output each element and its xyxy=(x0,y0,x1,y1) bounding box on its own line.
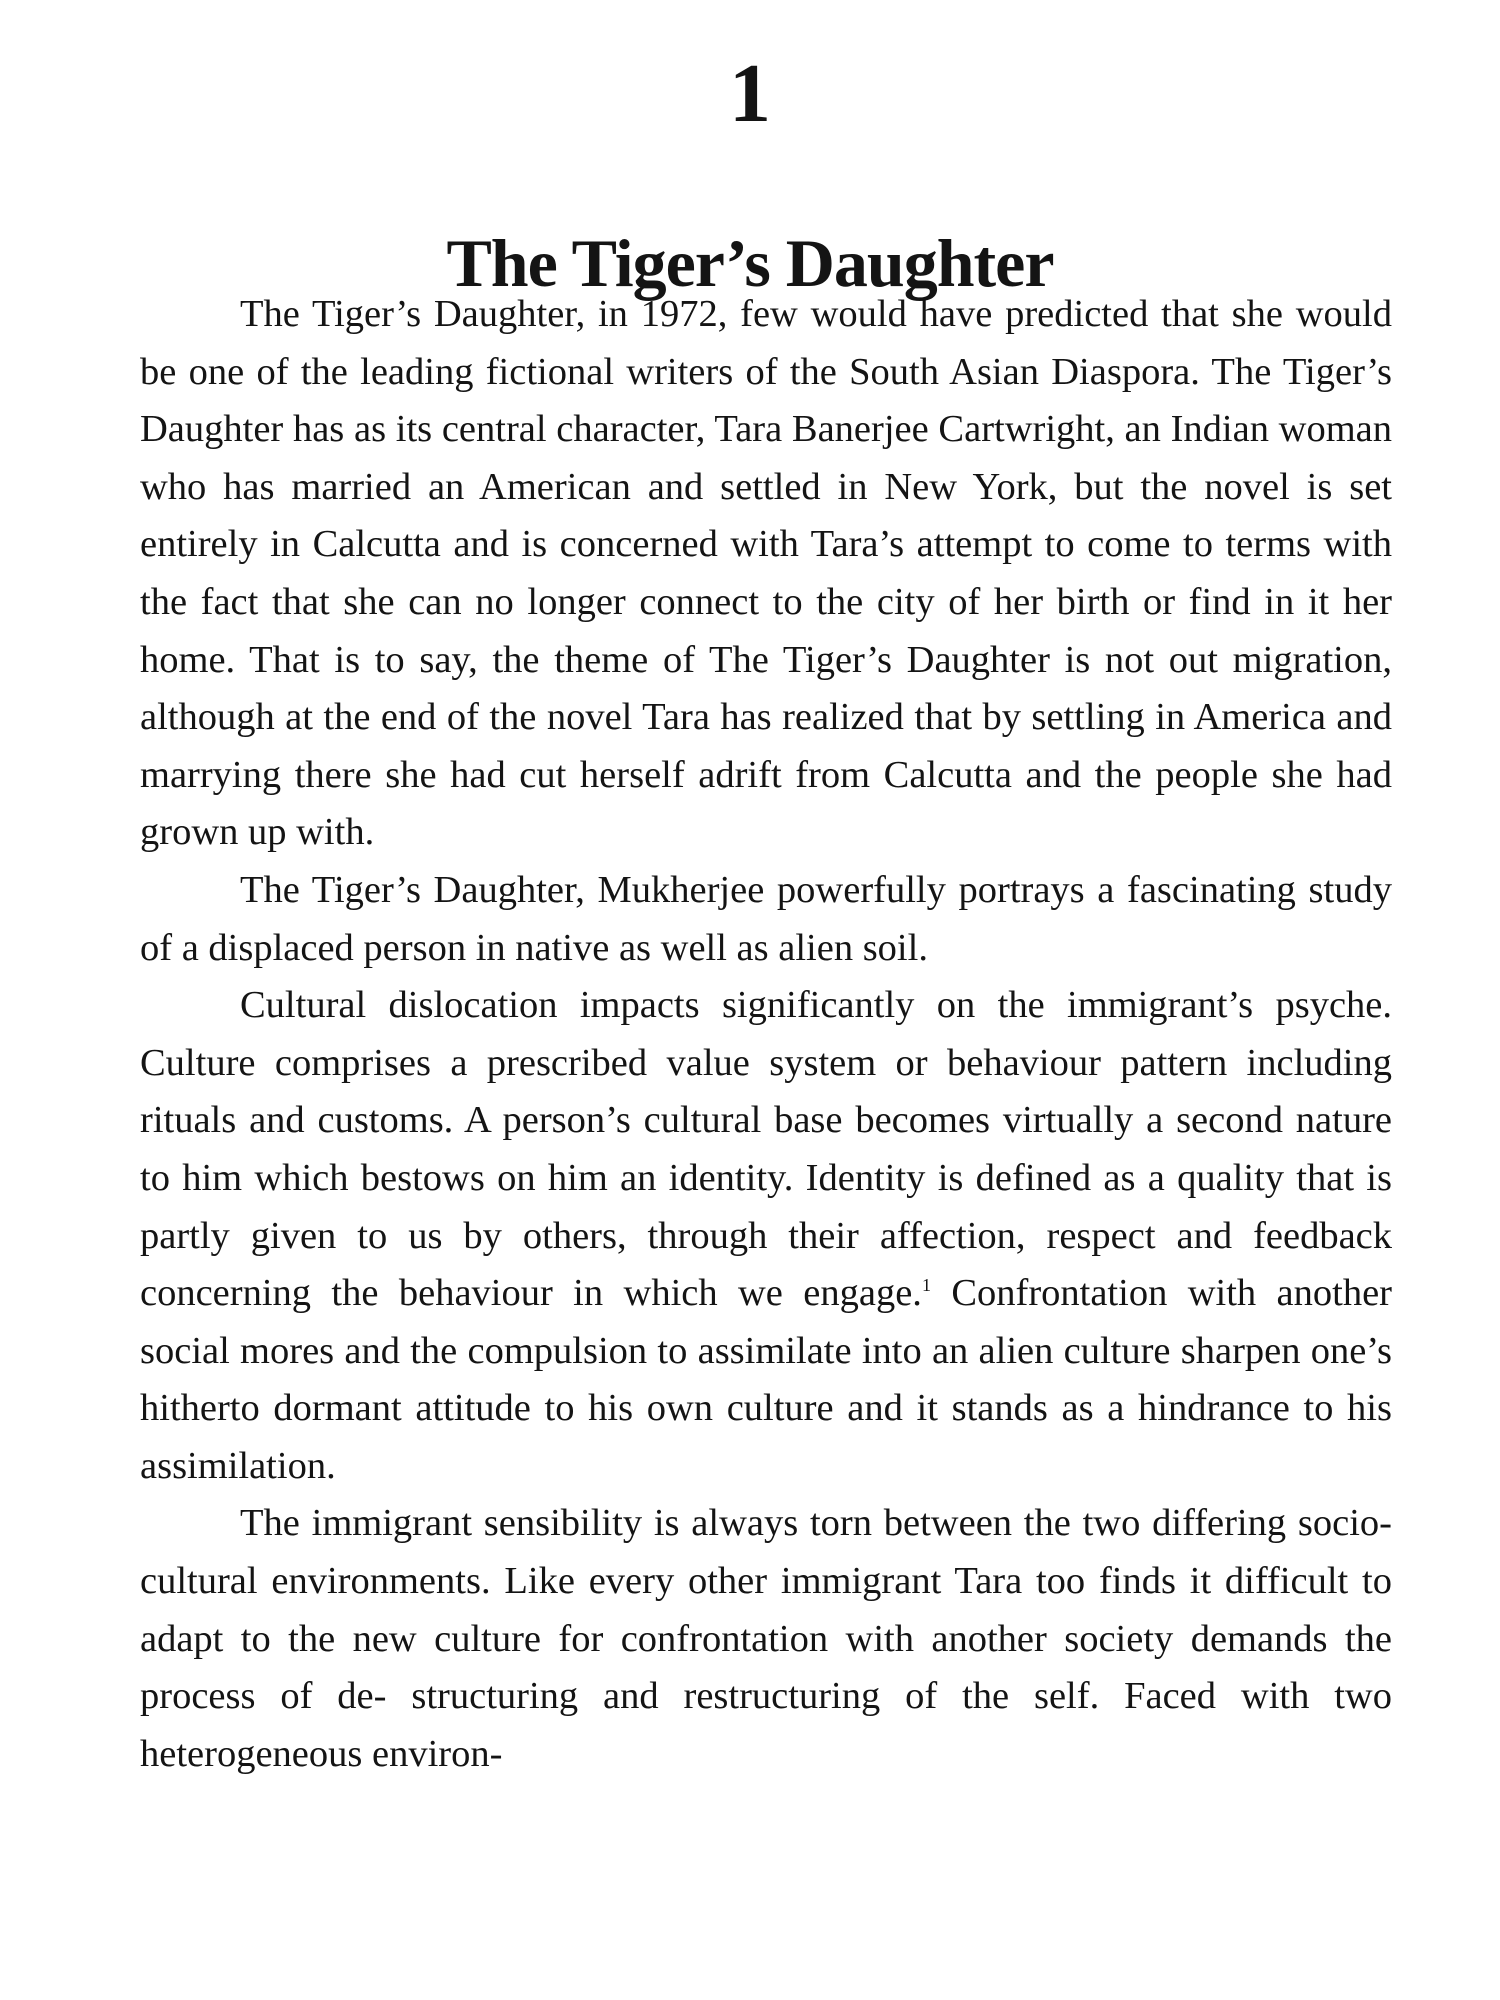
chapter-title: The Tiger’s Daughter xyxy=(446,224,1054,301)
paragraph-3-text-before-note: Cultural dislocation impacts significantly on the immigrant’s psyche. Culture comprises a prescribed value system or behaviour pattern including rituals and customs. A person’s cultural base becomes virtually a second nature to him which bestows on him an identity. Identity is defined as a quality that is partly given to us by others, through their affection, respect and feedback concerning the behaviour in which we engage. xyxy=(140,984,1392,1315)
paragraph-2: The Tiger’s Daughter, Mukherjee powerfully portrays a fascinating study of a displaced person in native as well as alien soil. xyxy=(140,868,1392,969)
paragraph-3 xyxy=(140,977,1392,1495)
footnote-reference[interactable]: 1 xyxy=(921,1275,931,1296)
paragraph-3-text-after-note: Confrontation with another social mores and the compulsion to assimilate into an alien culture sharpen one’s hitherto dormant attitude to his own culture and it stands as a hindrance to his assimilation. xyxy=(140,1272,1393,1487)
paragraph-1: The Tiger’s Daughter, in 1972, few would have predicted that she would be one of the leading fictional writers of the South Asian Diaspora. The Tiger’s Daughter has as its central character, Tara Banerjee Cartwright, an Indian woman who has married an American and settled in New York, but the novel is set entirely in Calcutta and is concerned with Tara’s attempt to come to terms with the fact that she can no longer connect to the city of her birth or find in it her home. That is to say, the theme of The Tiger’s Daughter is not out migration, although at the end of the novel Tara has realized that by settling in America and marrying there she had cut herself adrift from Calcutta and the people she had grown up with. xyxy=(140,293,1392,854)
chapter-body xyxy=(140,286,1392,1783)
chapter-number: 1 xyxy=(729,47,771,140)
paragraph-4: The immigrant sensibility is always torn between the two differing socio-cultural environments. Like every other immigrant Tara too finds it difficult to adapt to the new culture for confrontation with another society demands the process of de- structuring and restructuring of the self. Faced with two heterogeneous environ- xyxy=(140,1502,1392,1775)
